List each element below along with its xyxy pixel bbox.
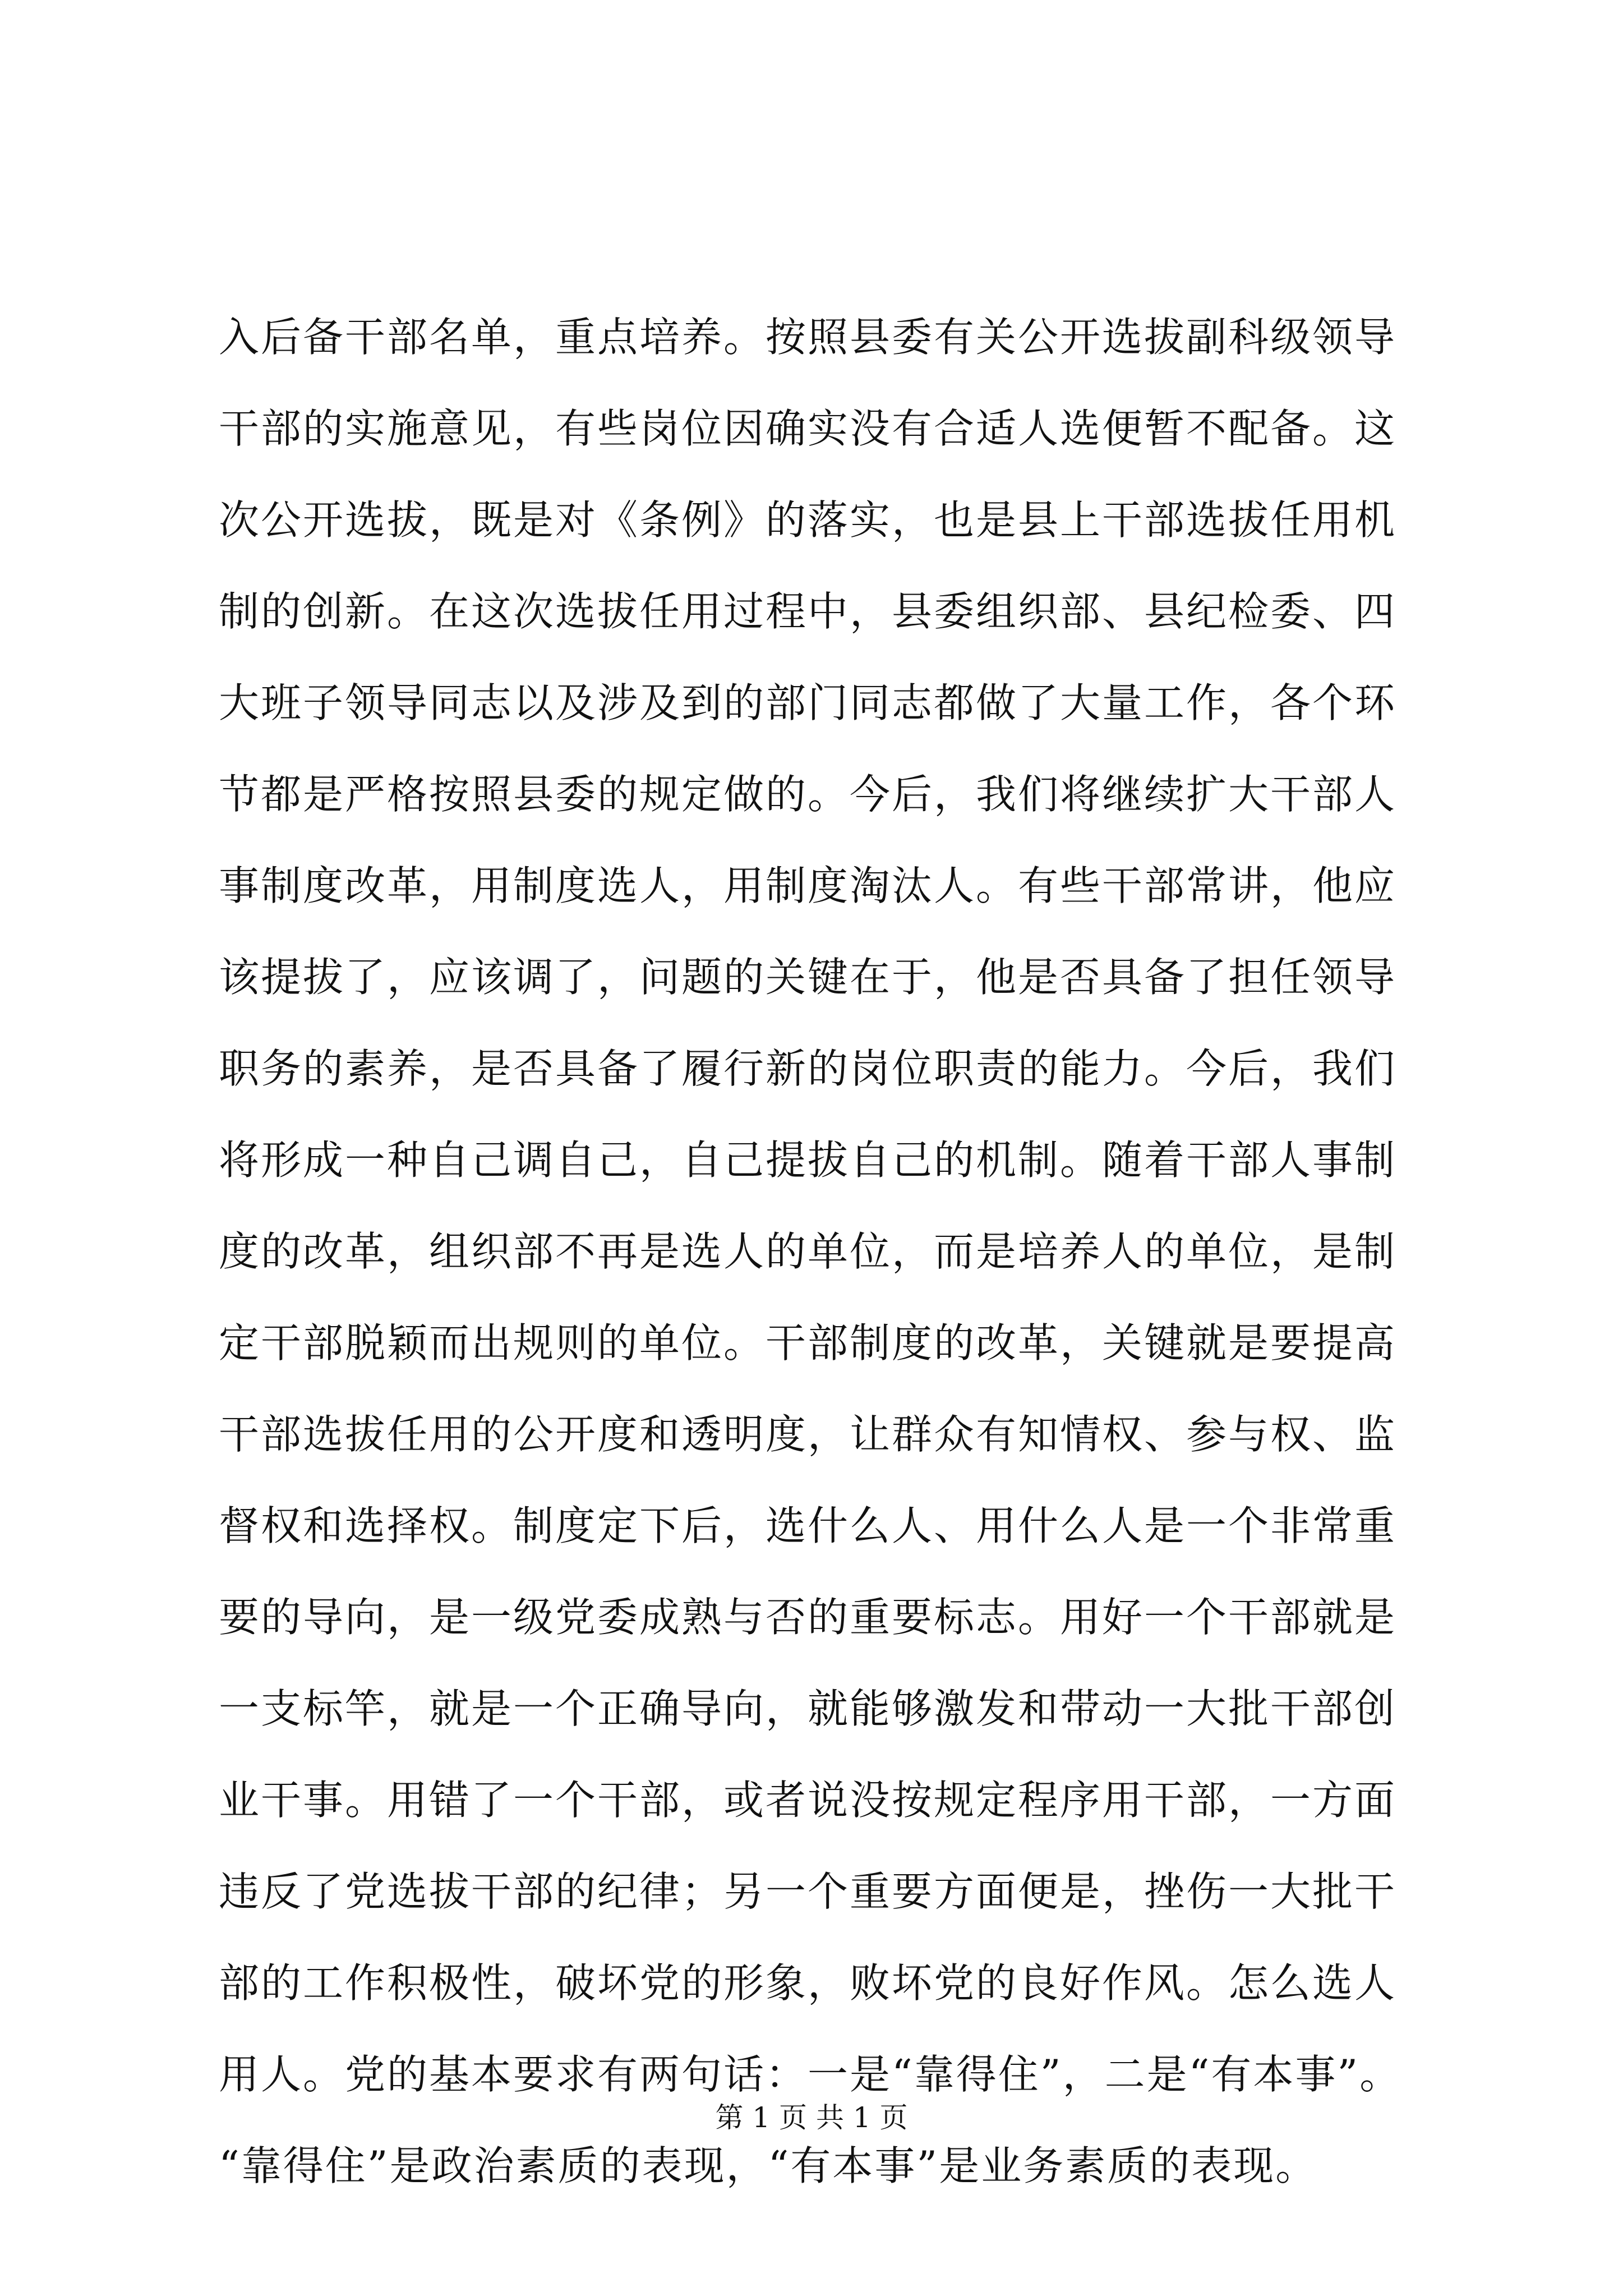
text-line: 一支标竿，就是一个正确导向，就能够激发和带动一大批干部创 (219, 1685, 1397, 1732)
text-line: 制的创新。在这次选拔任用过程中，县委组织部、县纪检委、四 (219, 588, 1397, 635)
text-line: 督权和选择权。制度定下后，选什么人、用什么人是一个非常重 (219, 1502, 1397, 1549)
text-line: 业干事。用错了一个干部，或者说没按规定程序用干部，一方面 (219, 1777, 1397, 1824)
text-line: 节都是严格按照县委的规定做的。今后，我们将继续扩大干部人 (219, 771, 1397, 818)
text-line: 用人。党的基本要求有两句话：一是“靠得住”，二是“有本事”。 (219, 2051, 1402, 2098)
page-footer (0, 2101, 1623, 2134)
text-line: 干部的实施意见，有些岗位因确实没有合适人选便暂不配备。这 (219, 405, 1397, 452)
text-line: 度的改革，组织部不再是选人的单位，而是培养人的单位，是制 (219, 1228, 1397, 1275)
text-line: 违反了党选拔干部的纪律；另一个重要方面便是，挫伤一大批干 (219, 1868, 1397, 1915)
text-line: 要的导向，是一级党委成熟与否的重要标志。用好一个干部就是 (219, 1594, 1397, 1641)
text-line: 事制度改革，用制度选人，用制度淘汰人。有些干部常讲，他应 (219, 862, 1397, 909)
page-number-label: 第 1 页 共 1 页 (715, 2101, 908, 2134)
text-line: “靠得住”是政治素质的表现，“有本事”是业务素质的表现。 (219, 2142, 1318, 2189)
body-text (219, 292, 1430, 2212)
text-line: 入后备干部名单，重点培养。按照县委有关公开选拔副科级领导 (219, 314, 1397, 361)
text-line: 干部选拔任用的公开度和透明度，让群众有知情权、参与权、监 (219, 1411, 1397, 1458)
text-line: 职务的素养，是否具备了履行新的岗位职责的能力。今后，我们 (219, 1045, 1397, 1092)
text-line: 定干部脱颖而出规则的单位。干部制度的改革，关键就是要提高 (219, 1319, 1397, 1366)
text-line: 将形成一种自己调自己，自己提拔自己的机制。随着干部人事制 (219, 1137, 1397, 1184)
text-line: 大班子领导同志以及涉及到的部门同志都做了大量工作，各个环 (219, 679, 1397, 726)
text-line: 次公开选拔，既是对《条例》的落实，也是县上干部选拔任用机 (219, 496, 1397, 544)
text-line: 该提拔了，应该调了，问题的关键在于，他是否具备了担任领导 (219, 954, 1397, 1001)
text-line: 部的工作积极性，破坏党的形象，败坏党的良好作风。怎么选人 (219, 1959, 1397, 2007)
